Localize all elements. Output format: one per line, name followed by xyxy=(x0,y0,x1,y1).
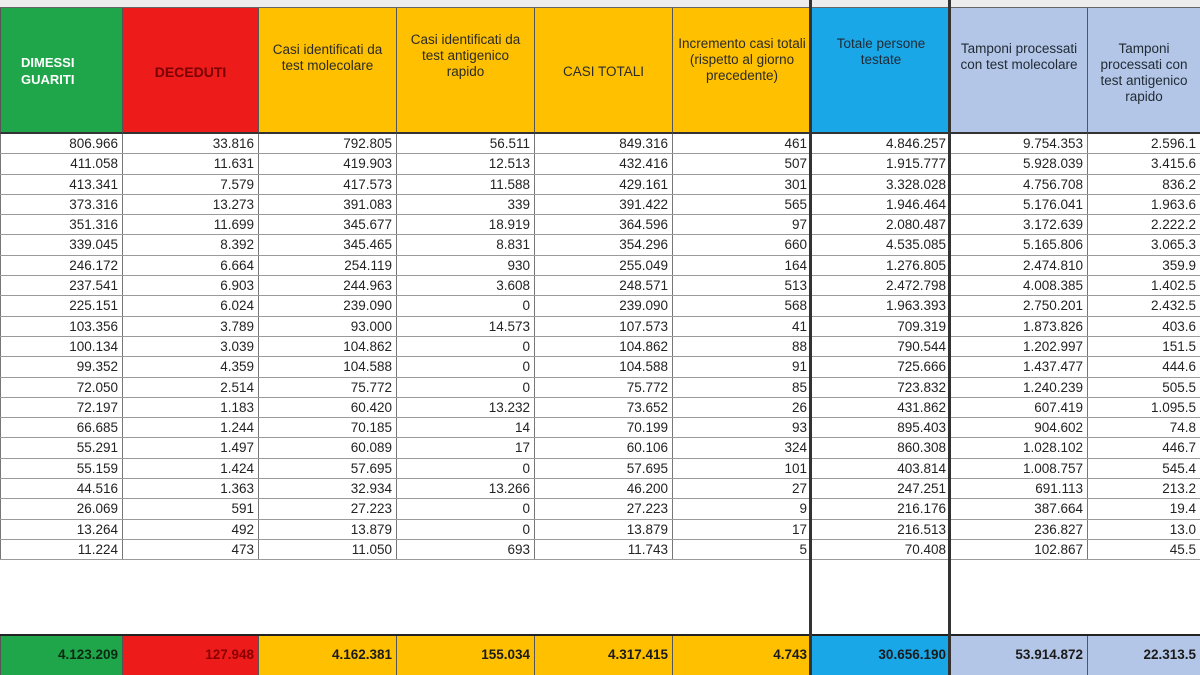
table-cell: 3.789 xyxy=(122,317,258,336)
table-row xyxy=(0,276,1200,296)
table-cell: 3.328.028 xyxy=(811,175,950,194)
table-cell: 11.699 xyxy=(122,215,258,234)
table-cell: 17 xyxy=(672,520,811,539)
table-cell: 3.608 xyxy=(396,276,534,295)
table-cell: 387.664 xyxy=(950,499,1087,518)
table-cell: 4.535.085 xyxy=(811,235,950,254)
table-cell: 60.106 xyxy=(534,438,672,457)
total-cell: 4.123.209 xyxy=(0,636,122,675)
total-cell: 30.656.190 xyxy=(811,636,950,675)
table-cell: 107.573 xyxy=(534,317,672,336)
table-cell: 5.176.041 xyxy=(950,195,1087,214)
table-cell: 102.867 xyxy=(950,540,1087,559)
table-cell: 213.2 xyxy=(1087,479,1200,498)
table-cell: 4.359 xyxy=(122,357,258,376)
table-row xyxy=(0,499,1200,519)
table-cell: 11.224 xyxy=(0,540,122,559)
header-casi-molecolare: Casi identificati da test molecolare xyxy=(258,8,396,134)
table-cell: 5.165.806 xyxy=(950,235,1087,254)
header-dimessi-guariti: DIMESSI GUARITI xyxy=(0,8,122,134)
table-cell: 46.200 xyxy=(534,479,672,498)
table-cell: 860.308 xyxy=(811,438,950,457)
table-cell: 13.879 xyxy=(534,520,672,539)
table-cell: 11.743 xyxy=(534,540,672,559)
table-cell: 507 xyxy=(672,154,811,173)
table-cell: 1.402.5 xyxy=(1087,276,1200,295)
table-cell: 55.291 xyxy=(0,438,122,457)
table-cell: 70.408 xyxy=(811,540,950,559)
table-cell: 60.089 xyxy=(258,438,396,457)
table-cell: 13.0 xyxy=(1087,520,1200,539)
table-row xyxy=(0,479,1200,499)
table-cell: 11.631 xyxy=(122,154,258,173)
table-cell: 2.474.810 xyxy=(950,256,1087,275)
table-cell: 151.5 xyxy=(1087,337,1200,356)
table-cell: 70.185 xyxy=(258,418,396,437)
table-cell: 101 xyxy=(672,459,811,478)
table-cell: 244.963 xyxy=(258,276,396,295)
table-cell: 13.232 xyxy=(396,398,534,417)
total-cell: 127.948 xyxy=(122,636,258,675)
table-cell: 2.432.5 xyxy=(1087,296,1200,315)
table-cell: 1.244 xyxy=(122,418,258,437)
table-cell: 33.816 xyxy=(122,134,258,153)
table-cell: 2.596.1 xyxy=(1087,134,1200,153)
table-cell: 3.172.639 xyxy=(950,215,1087,234)
table-cell: 104.588 xyxy=(534,357,672,376)
header-tamponi-antigenico: Tamponi processati con test antigenico rapido xyxy=(1087,8,1200,134)
table-cell: 104.862 xyxy=(258,337,396,356)
table-cell: 216.176 xyxy=(811,499,950,518)
table-cell: 246.172 xyxy=(0,256,122,275)
table-cell: 1.202.997 xyxy=(950,337,1087,356)
table-cell: 1.424 xyxy=(122,459,258,478)
table-cell: 0 xyxy=(396,459,534,478)
table-cell: 100.134 xyxy=(0,337,122,356)
table-cell: 2.472.798 xyxy=(811,276,950,295)
table-cell: 345.465 xyxy=(258,235,396,254)
table-cell: 591 xyxy=(122,499,258,518)
total-cell: 53.914.872 xyxy=(950,636,1087,675)
table-cell: 806.966 xyxy=(0,134,122,153)
table-cell: 57.695 xyxy=(534,459,672,478)
table-cell: 26.069 xyxy=(0,499,122,518)
table-row xyxy=(0,378,1200,398)
table-cell: 444.6 xyxy=(1087,357,1200,376)
table-cell: 364.596 xyxy=(534,215,672,234)
table-cell: 60.420 xyxy=(258,398,396,417)
table-cell: 216.513 xyxy=(811,520,950,539)
table-cell: 55.159 xyxy=(0,459,122,478)
table-cell: 19.4 xyxy=(1087,499,1200,518)
table-cell: 236.827 xyxy=(950,520,1087,539)
table-cell: 3.039 xyxy=(122,337,258,356)
table-cell: 254.119 xyxy=(258,256,396,275)
table-cell: 0 xyxy=(396,296,534,315)
table-row xyxy=(0,459,1200,479)
table-cell: 301 xyxy=(672,175,811,194)
header-incremento: Incremento casi totali (rispetto al giorno precedente) xyxy=(672,8,811,134)
table-cell: 324 xyxy=(672,438,811,457)
table-cell: 5 xyxy=(672,540,811,559)
table-cell: 13.879 xyxy=(258,520,396,539)
table-cell: 72.197 xyxy=(0,398,122,417)
table-cell: 7.579 xyxy=(122,175,258,194)
table-cell: 6.903 xyxy=(122,276,258,295)
table-cell: 45.5 xyxy=(1087,540,1200,559)
table-cell: 895.403 xyxy=(811,418,950,437)
table-cell: 88 xyxy=(672,337,811,356)
table-cell: 391.083 xyxy=(258,195,396,214)
table-cell: 391.422 xyxy=(534,195,672,214)
table-cell: 75.772 xyxy=(534,378,672,397)
table-cell: 57.695 xyxy=(258,459,396,478)
table-cell: 419.903 xyxy=(258,154,396,173)
table-cell: 849.316 xyxy=(534,134,672,153)
table-cell: 237.541 xyxy=(0,276,122,295)
table-cell: 239.090 xyxy=(534,296,672,315)
header-casi-totali: CASI TOTALI xyxy=(534,8,672,134)
table-cell: 345.677 xyxy=(258,215,396,234)
table-cell: 66.685 xyxy=(0,418,122,437)
table-cell: 792.805 xyxy=(258,134,396,153)
table-row xyxy=(0,337,1200,357)
table-cell: 446.7 xyxy=(1087,438,1200,457)
table-cell: 14.573 xyxy=(396,317,534,336)
table-cell: 27.223 xyxy=(258,499,396,518)
table-cell: 4.756.708 xyxy=(950,175,1087,194)
header-totale-testate: Totale persone testate xyxy=(811,8,950,134)
table-cell: 11.050 xyxy=(258,540,396,559)
table-row xyxy=(0,317,1200,337)
table-cell: 6.024 xyxy=(122,296,258,315)
table-cell: 417.573 xyxy=(258,175,396,194)
table-cell: 5.928.039 xyxy=(950,154,1087,173)
table-cell: 3.065.3 xyxy=(1087,235,1200,254)
table-cell: 3.415.6 xyxy=(1087,154,1200,173)
table-cell: 18.919 xyxy=(396,215,534,234)
table-cell: 247.251 xyxy=(811,479,950,498)
header-casi-antigenico: Casi identificati da test antigenico rapido xyxy=(396,8,534,134)
table-cell: 691.113 xyxy=(950,479,1087,498)
total-cell: 4.743 xyxy=(672,636,811,675)
table-row xyxy=(0,175,1200,195)
table-cell: 103.356 xyxy=(0,317,122,336)
table-cell: 545.4 xyxy=(1087,459,1200,478)
table-cell: 0 xyxy=(396,520,534,539)
table-row xyxy=(0,357,1200,377)
table-cell: 505.5 xyxy=(1087,378,1200,397)
table-cell: 13.273 xyxy=(122,195,258,214)
table-cell: 9.754.353 xyxy=(950,134,1087,153)
table-cell: 513 xyxy=(672,276,811,295)
table-cell: 26 xyxy=(672,398,811,417)
table-cell: 709.319 xyxy=(811,317,950,336)
table-cell: 403.814 xyxy=(811,459,950,478)
table-cell: 1.946.464 xyxy=(811,195,950,214)
total-cell: 4.162.381 xyxy=(258,636,396,675)
table-cell: 723.832 xyxy=(811,378,950,397)
table-cell: 431.862 xyxy=(811,398,950,417)
table-cell: 91 xyxy=(672,357,811,376)
total-cell: 22.313.5 xyxy=(1087,636,1200,675)
table-cell: 473 xyxy=(122,540,258,559)
table-row xyxy=(0,438,1200,458)
table-cell: 0 xyxy=(396,337,534,356)
table-cell: 1.240.239 xyxy=(950,378,1087,397)
table-cell: 0 xyxy=(396,357,534,376)
table-row xyxy=(0,215,1200,235)
table-cell: 93 xyxy=(672,418,811,437)
table-cell: 14 xyxy=(396,418,534,437)
table-cell: 432.416 xyxy=(534,154,672,173)
table-cell: 1.963.6 xyxy=(1087,195,1200,214)
table-cell: 1.915.777 xyxy=(811,154,950,173)
table-cell: 8.831 xyxy=(396,235,534,254)
table-cell: 339.045 xyxy=(0,235,122,254)
table-cell: 1.873.826 xyxy=(950,317,1087,336)
table-cell: 11.588 xyxy=(396,175,534,194)
table-row xyxy=(0,540,1200,560)
table-cell: 429.161 xyxy=(534,175,672,194)
table-cell: 1.183 xyxy=(122,398,258,417)
table-cell: 12.513 xyxy=(396,154,534,173)
table-cell: 8.392 xyxy=(122,235,258,254)
table-cell: 97 xyxy=(672,215,811,234)
table-cell: 56.511 xyxy=(396,134,534,153)
table-cell: 904.602 xyxy=(950,418,1087,437)
total-cell: 155.034 xyxy=(396,636,534,675)
table-cell: 836.2 xyxy=(1087,175,1200,194)
table-cell: 1.363 xyxy=(122,479,258,498)
table-cell: 75.772 xyxy=(258,378,396,397)
table-cell: 248.571 xyxy=(534,276,672,295)
table-cell: 99.352 xyxy=(0,357,122,376)
table-row xyxy=(0,134,1200,154)
table-cell: 693 xyxy=(396,540,534,559)
totals-row xyxy=(0,634,1200,675)
header-tamponi-molecolare: Tamponi processati con test molecolare xyxy=(950,8,1087,134)
table-body xyxy=(0,134,1200,560)
table-cell: 2.750.201 xyxy=(950,296,1087,315)
table-row xyxy=(0,154,1200,174)
table-cell: 239.090 xyxy=(258,296,396,315)
table-cell: 0 xyxy=(396,499,534,518)
table-row xyxy=(0,296,1200,316)
table-cell: 607.419 xyxy=(950,398,1087,417)
table-cell: 1.963.393 xyxy=(811,296,950,315)
table-cell: 44.516 xyxy=(0,479,122,498)
column-separator xyxy=(809,0,812,675)
table-cell: 104.862 xyxy=(534,337,672,356)
table-cell: 339 xyxy=(396,195,534,214)
table-cell: 9 xyxy=(672,499,811,518)
table-cell: 225.151 xyxy=(0,296,122,315)
table-cell: 2.222.2 xyxy=(1087,215,1200,234)
table-cell: 72.050 xyxy=(0,378,122,397)
table-cell: 27.223 xyxy=(534,499,672,518)
table-cell: 1.437.477 xyxy=(950,357,1087,376)
table-cell: 17 xyxy=(396,438,534,457)
table-cell: 2.514 xyxy=(122,378,258,397)
table-cell: 164 xyxy=(672,256,811,275)
table-cell: 351.316 xyxy=(0,215,122,234)
table-row xyxy=(0,235,1200,255)
table-cell: 413.341 xyxy=(0,175,122,194)
table-row xyxy=(0,256,1200,276)
top-strip xyxy=(0,0,1200,8)
table-cell: 2.080.487 xyxy=(811,215,950,234)
table-cell: 74.8 xyxy=(1087,418,1200,437)
table-cell: 255.049 xyxy=(534,256,672,275)
table-cell: 85 xyxy=(672,378,811,397)
table-cell: 4.008.385 xyxy=(950,276,1087,295)
table-cell: 565 xyxy=(672,195,811,214)
table-cell: 461 xyxy=(672,134,811,153)
table-cell: 1.497 xyxy=(122,438,258,457)
table-cell: 73.652 xyxy=(534,398,672,417)
table-cell: 725.666 xyxy=(811,357,950,376)
table-cell: 1.028.102 xyxy=(950,438,1087,457)
table-cell: 373.316 xyxy=(0,195,122,214)
table-cell: 359.9 xyxy=(1087,256,1200,275)
table-cell: 1.008.757 xyxy=(950,459,1087,478)
table-cell: 41 xyxy=(672,317,811,336)
table-cell: 32.934 xyxy=(258,479,396,498)
table-cell: 4.846.257 xyxy=(811,134,950,153)
table-cell: 104.588 xyxy=(258,357,396,376)
table-cell: 568 xyxy=(672,296,811,315)
table-cell: 93.000 xyxy=(258,317,396,336)
table-cell: 70.199 xyxy=(534,418,672,437)
column-separator xyxy=(948,0,951,675)
header-deceduti: DECEDUTI xyxy=(122,8,258,134)
total-cell: 4.317.415 xyxy=(534,636,672,675)
table-cell: 790.544 xyxy=(811,337,950,356)
table-cell: 930 xyxy=(396,256,534,275)
table-cell: 403.6 xyxy=(1087,317,1200,336)
table-cell: 27 xyxy=(672,479,811,498)
table-cell: 0 xyxy=(396,378,534,397)
table-row xyxy=(0,398,1200,418)
table-cell: 1.095.5 xyxy=(1087,398,1200,417)
table-cell: 1.276.805 xyxy=(811,256,950,275)
table-cell: 354.296 xyxy=(534,235,672,254)
table-cell: 13.266 xyxy=(396,479,534,498)
table-row xyxy=(0,195,1200,215)
table-cell: 492 xyxy=(122,520,258,539)
table-cell: 411.058 xyxy=(0,154,122,173)
table-row xyxy=(0,520,1200,540)
table-cell: 6.664 xyxy=(122,256,258,275)
table-row xyxy=(0,418,1200,438)
table-cell: 13.264 xyxy=(0,520,122,539)
table-cell: 660 xyxy=(672,235,811,254)
